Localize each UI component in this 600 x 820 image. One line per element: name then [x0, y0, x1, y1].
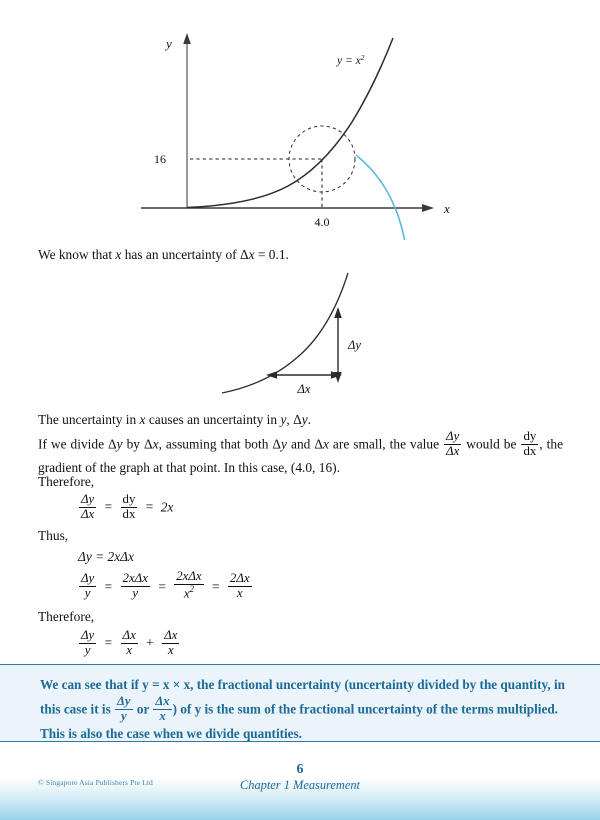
inline-fraction-derivative [521, 430, 538, 458]
inline-fraction-derivative-numerator: dy [523, 429, 537, 443]
eq4-f3-num: Δx [164, 628, 178, 642]
eq1-fraction-derivative [121, 493, 138, 521]
figure-parabola-graph [0, 0, 600, 240]
y-axis-label: y [166, 36, 172, 51]
summary-frac1-den: y [115, 709, 133, 723]
eq4-plus: + [146, 635, 154, 651]
summary-part-2: or [136, 702, 150, 718]
summary-frac1-num: Δy [117, 694, 131, 709]
eq3-equals-3: = [212, 578, 220, 594]
blue-connector-arrow-path [356, 155, 408, 240]
eq1-fraction-delta [79, 493, 96, 521]
lead-thus: Thus, [38, 528, 69, 543]
y-axis-arrowhead [183, 33, 191, 44]
eq1-deriv-den: dx [122, 506, 136, 521]
inline-fraction-derivative-denominator: dx [523, 443, 537, 458]
inline-fraction-delta-y-delta-x [444, 430, 461, 458]
x-tick-label: 4.0 [314, 215, 330, 229]
delta-y-arrowhead-top [334, 307, 342, 318]
eq4-f2-num: Δx [122, 628, 136, 642]
parabola-curve [187, 38, 393, 208]
eq3-fraction-2 [121, 572, 150, 600]
equation-gradient [78, 493, 173, 521]
equation-delta-y-text: Δy = 2xΔx [78, 549, 134, 564]
eq1-right-hand-side: 2x [160, 499, 174, 515]
figure-magnified-delta [0, 255, 600, 405]
summary-frac2-den: x [153, 709, 171, 723]
lead-therefore-1: Therefore, [38, 474, 95, 489]
eq4-fraction-2 [121, 629, 138, 657]
paragraph-uncertainty-causes: The uncertainty in x causes an uncertainty in y, Δy. [38, 412, 312, 427]
paragraph-uncertainty-x: We know that x has an uncertainty of Δx = 0.1. [38, 247, 289, 262]
eq3-f3-num: 2xΔx [176, 569, 202, 583]
eq4-fraction-3 [162, 629, 179, 657]
eq4-equals: = [104, 635, 113, 651]
paragraph-divide-explanation: If we divide Δy by Δx, assuming that both Δy and Δx are small, the value $\frac{\Delta y}{\Delta x}$ would be $\frac{dy}{dx}$ , the gradient of the graph at that point. In this case, (4.0, 16). [38, 429, 564, 476]
eq4-f1-den: y [79, 643, 96, 658]
summary-part-1: We can see that if y = x × x, the fractional uncertainty (uncertainty divided by the quantity, in this case it is [40, 677, 565, 718]
eq3-fraction-3 [174, 570, 203, 601]
curve-equation-label [336, 53, 365, 67]
eq3-f2-num: 2xΔx [122, 571, 148, 586]
equation-delta-y [78, 549, 134, 565]
curve-equation-label-exponent: 2 [360, 53, 365, 62]
eq1-deriv-num: dy [122, 492, 136, 506]
delta-y-label: Δy [348, 338, 361, 352]
eq1-equals-2: = [145, 499, 154, 515]
footer-page-number: 6 [296, 762, 304, 777]
x-axis-arrowhead [422, 204, 434, 212]
summary-frac2-num: Δx [155, 694, 170, 709]
eq4-fraction-1 [79, 629, 96, 657]
y-tick-label: 16 [154, 152, 166, 166]
eq1-delta-den: Δx [81, 506, 95, 521]
delta-x-label: Δx [297, 382, 311, 396]
eq4-f1-num: Δy [81, 628, 95, 642]
eq3-f3-den-base: x [183, 585, 190, 600]
summary-callout-text [40, 674, 565, 745]
eq1-equals-1: = [104, 499, 113, 515]
eq3-equals-1: = [104, 578, 113, 594]
eq3-f3-den [174, 584, 203, 601]
footer-copyright: © Singapore Asia Publishers Pte Ltd [38, 778, 153, 787]
summary-fraction-delta-y-over-y [115, 695, 133, 723]
summary-callout-box [0, 664, 600, 742]
curve-equation-label-base: y = x [337, 55, 361, 67]
eq3-fraction-1 [79, 572, 96, 600]
eq3-f3-den-exponent: 2 [189, 583, 195, 594]
eq4-f2-den: x [121, 643, 138, 658]
eq3-f2-den: y [121, 586, 150, 601]
eq3-equals-2: = [158, 578, 166, 594]
eq3-f1-den: y [79, 586, 96, 601]
eq1-delta-num: Δy [81, 492, 95, 506]
lead-therefore-2: Therefore, [38, 609, 95, 624]
summary-fraction-delta-x-over-x [153, 695, 171, 723]
summary-part-4: This is also the case when we divide quantities. [40, 726, 302, 742]
equation-sum-of-fractional-uncertainties [78, 629, 180, 657]
eq3-fraction-4 [228, 572, 252, 600]
eq3-f4-den: x [228, 586, 252, 601]
x-axis-label: x [444, 201, 450, 216]
footer-chapter-title: Chapter 1 Measurement [240, 778, 360, 792]
inline-fraction-dydx-denominator: Δx [446, 443, 460, 458]
eq4-f3-den: x [162, 643, 179, 658]
equation-fractional-chain [78, 570, 253, 601]
summary-part-3: ) of y is the sum of the fractional uncertainty of the terms multiplied. [172, 702, 558, 718]
eq3-f4-num: 2Δx [229, 571, 250, 586]
inline-fraction-dydx-numerator: Δy [446, 429, 460, 443]
eq3-f1-num: Δy [81, 571, 95, 586]
